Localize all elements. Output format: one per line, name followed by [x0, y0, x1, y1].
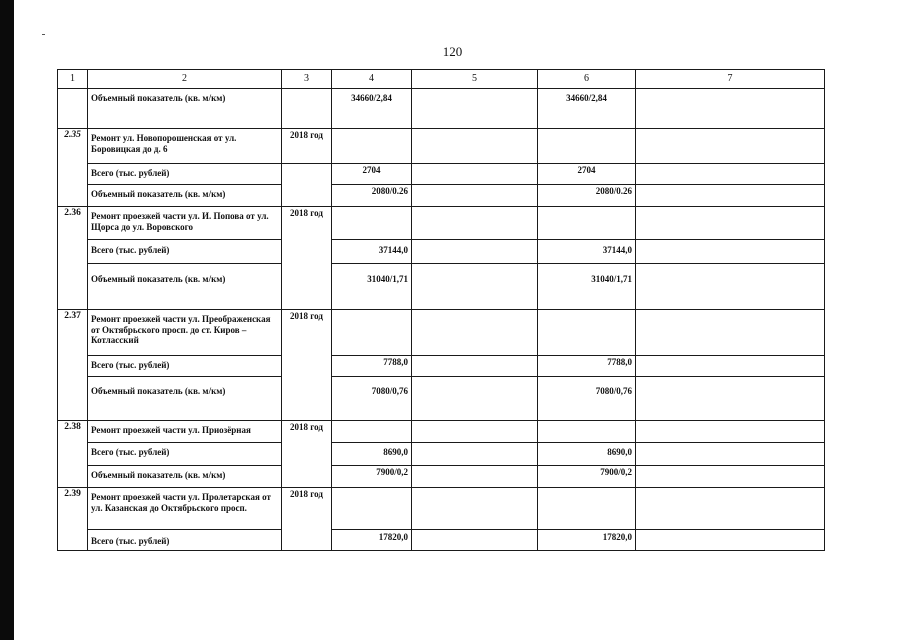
cell-volume-c4: 34660/2,84	[332, 89, 412, 129]
cell-total-c6: 2704	[538, 164, 636, 185]
cell-volume-label: Объемный показатель (кв. м/км)	[88, 264, 282, 310]
cell-c6	[538, 421, 636, 443]
cell-c5	[412, 207, 538, 240]
cell-c4	[332, 129, 412, 164]
cell-volume-c6: 7900/0,2	[538, 466, 636, 488]
scan-speck	[42, 34, 45, 35]
cell-c7	[636, 530, 825, 551]
cell-year	[282, 89, 332, 129]
cell-volume-c4: 7900/0,2	[332, 466, 412, 488]
cell-c7	[636, 207, 825, 240]
cell-c4	[332, 310, 412, 356]
cell-total-c6: 17820,0	[538, 530, 636, 551]
cell-c7	[636, 129, 825, 164]
cell-title: Ремонт проезжей части ул. Преображенская от Октябрьского просп. до ст. Киров – Котласский	[88, 310, 282, 356]
cell-total-c6: 37144,0	[538, 240, 636, 264]
cell-total-c4: 37144,0	[332, 240, 412, 264]
cell-total-c6: 7788,0	[538, 356, 636, 377]
cell-c6	[538, 310, 636, 356]
cell-c5	[412, 164, 538, 185]
cell-num: 2.36	[58, 207, 88, 310]
cell-c6	[538, 488, 636, 530]
cell-volume-label: Объемный показатель (кв. м/км)	[88, 466, 282, 488]
cell-c7	[636, 310, 825, 356]
cell-volume-c4: 2080/0.26	[332, 185, 412, 207]
table-row	[58, 377, 825, 421]
column-header-7: 7	[636, 70, 825, 89]
cell-year: 2018 год	[282, 421, 332, 488]
cell-volume-c6: 31040/1,71	[538, 264, 636, 310]
cell-year: 2018 год	[282, 310, 332, 421]
cell-c7	[636, 377, 825, 421]
table-row	[58, 240, 825, 264]
cell-year: 2018 год	[282, 129, 332, 164]
cell-volume-c6: 7080/0,76	[538, 377, 636, 421]
cell-total-label: Всего (тыс. рублей)	[88, 164, 282, 185]
cell-c5	[412, 129, 538, 164]
table-row	[58, 264, 825, 310]
cell-title: Ремонт проезжей части ул. Пролетарская от ул. Казанская до Октябрьского просп.	[88, 488, 282, 530]
table-row	[58, 466, 825, 488]
cell-c5	[412, 488, 538, 530]
column-header-4: 4	[332, 70, 412, 89]
table-row	[58, 129, 825, 164]
table-row	[58, 164, 825, 185]
cell-c5	[412, 185, 538, 207]
cell-c7	[636, 164, 825, 185]
cell-volume-c6: 2080/0.26	[538, 185, 636, 207]
cell-volume-label: Объемный показатель (кв. м/км)	[88, 185, 282, 207]
cell-c7	[636, 240, 825, 264]
cell-c7	[636, 443, 825, 466]
table-row	[58, 421, 825, 443]
cell-c5	[412, 421, 538, 443]
cell-num: 2.35	[58, 129, 88, 207]
table-header-row	[58, 70, 825, 89]
cell-total-label: Всего (тыс. рублей)	[88, 356, 282, 377]
cell-c7	[636, 488, 825, 530]
column-header-3: 3	[282, 70, 332, 89]
cell-title: Ремонт проезжей части ул. Приозёрная	[88, 421, 282, 443]
cell-year: 2018 год	[282, 488, 332, 551]
cell-total-label: Всего (тыс. рублей)	[88, 443, 282, 466]
cell-total-c4: 8690,0	[332, 443, 412, 466]
cell-volume-c4: 7080/0,76	[332, 377, 412, 421]
table-row	[58, 207, 825, 240]
cell-c5	[412, 240, 538, 264]
column-header-1: 1	[58, 70, 88, 89]
cell-total-label: Всего (тыс. рублей)	[88, 240, 282, 264]
cell-volume-label: Объемный показатель (кв. м/км)	[88, 377, 282, 421]
cell-c5	[412, 356, 538, 377]
table-row	[58, 356, 825, 377]
cell-total-c6: 8690,0	[538, 443, 636, 466]
cell-c7	[636, 466, 825, 488]
cell-c5	[412, 89, 538, 129]
cell-total-c4: 2704	[332, 164, 412, 185]
page-number: 120	[442, 44, 463, 59]
cell-c6	[538, 129, 636, 164]
cell-num	[58, 89, 88, 129]
cell-num: 2.39	[58, 488, 88, 551]
cell-num: 2.37	[58, 310, 88, 421]
cell-year: 2018 год	[282, 207, 332, 310]
cell-c4	[332, 207, 412, 240]
cell-c7	[636, 421, 825, 443]
table-row	[58, 443, 825, 466]
cell-c5	[412, 310, 538, 356]
cell-c7	[636, 264, 825, 310]
cell-total-c4: 17820,0	[332, 530, 412, 551]
table-row	[58, 310, 825, 356]
column-header-6: 6	[538, 70, 636, 89]
table-row	[58, 530, 825, 551]
column-header-5: 5	[412, 70, 538, 89]
cell-volume-c6: 34660/2,84	[538, 89, 636, 129]
cell-c5	[412, 377, 538, 421]
cell-c7	[636, 89, 825, 129]
cell-c7	[636, 356, 825, 377]
cell-c7	[636, 185, 825, 207]
cell-c5	[412, 466, 538, 488]
table-row	[58, 89, 825, 129]
cell-volume-c4: 31040/1,71	[332, 264, 412, 310]
cell-c5	[412, 530, 538, 551]
table-row	[58, 185, 825, 207]
cell-c5	[412, 443, 538, 466]
cell-c4	[332, 488, 412, 530]
cell-title: Ремонт ул. Новопорошенская от ул. Боровицкая до д. 6	[88, 129, 282, 164]
cell-total-c4: 7788,0	[332, 356, 412, 377]
cell-year	[282, 164, 332, 207]
cell-total-label: Всего (тыс. рублей)	[88, 530, 282, 551]
cell-c5	[412, 264, 538, 310]
cell-c6	[538, 207, 636, 240]
table-row	[58, 488, 825, 530]
scan-edge	[0, 0, 14, 640]
cell-title: Ремонт проезжей части ул. И. Попова от ул. Щорса до ул. Воровского	[88, 207, 282, 240]
cell-c4	[332, 421, 412, 443]
cell-num: 2.38	[58, 421, 88, 488]
budget-table	[57, 69, 825, 551]
cell-volume-label: Объемный показатель (кв. м/км)	[88, 89, 282, 129]
column-header-2: 2	[88, 70, 282, 89]
